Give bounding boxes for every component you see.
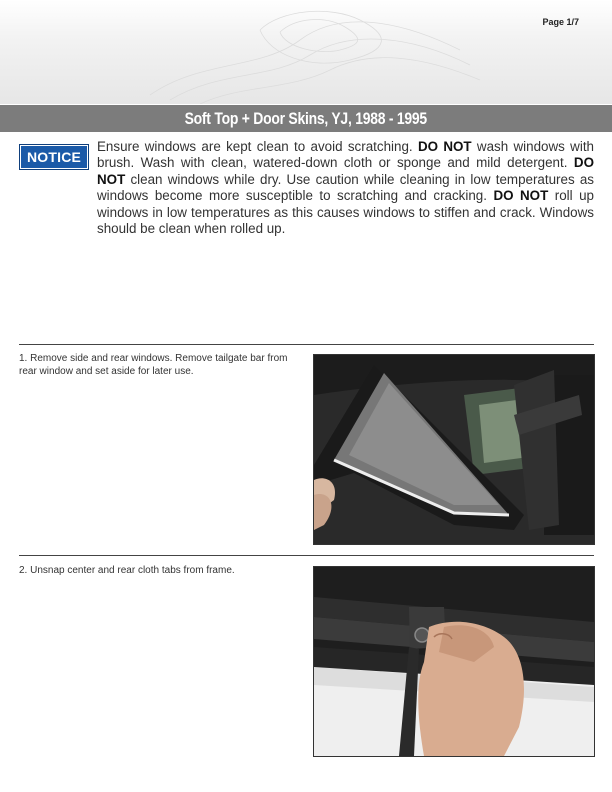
title-bar bbox=[0, 105, 612, 132]
step-1-photo bbox=[313, 354, 595, 545]
notice-segment: Ensure windows are kept clean to avoid scratching. bbox=[97, 139, 418, 154]
step-2-text: 2. Unsnap center and rear cloth tabs from frame. bbox=[19, 565, 235, 576]
notice-segment: wash windows with brush. Wash with clean, watered-down cloth or sponge and mild detergent. bbox=[97, 139, 594, 171]
section-divider-2 bbox=[19, 555, 594, 556]
notice-segment: roll up windows in low temperatures as this causes windows to stiffen and crack. Windows should be clean when rolled up. bbox=[97, 188, 594, 237]
document-title: Soft Top + Door Skins, YJ, 1988 - 1995 bbox=[184, 108, 428, 128]
notice-emphasis: DO NOT bbox=[493, 188, 549, 204]
page-number: Page 1/7 bbox=[542, 17, 579, 27]
notice-text bbox=[97, 139, 594, 237]
topographic-pattern bbox=[0, 0, 612, 104]
section-divider-1 bbox=[19, 344, 594, 345]
notice-badge bbox=[19, 144, 89, 170]
notice-badge-label: NOTICE bbox=[26, 149, 82, 165]
notice-segment: clean windows while dry. Use caution while cleaning in low temperatures as windows become more susceptible to scratching and cracking. bbox=[97, 171, 594, 204]
notice-emphasis: DO NOT bbox=[97, 155, 594, 187]
header-background bbox=[0, 0, 612, 104]
notice-emphasis: DO NOT bbox=[417, 139, 472, 154]
step-1-text: 1. Remove side and rear windows. Remove tailgate bar from rear window and set aside for later use. bbox=[19, 353, 288, 377]
step-2-photo bbox=[313, 566, 595, 757]
